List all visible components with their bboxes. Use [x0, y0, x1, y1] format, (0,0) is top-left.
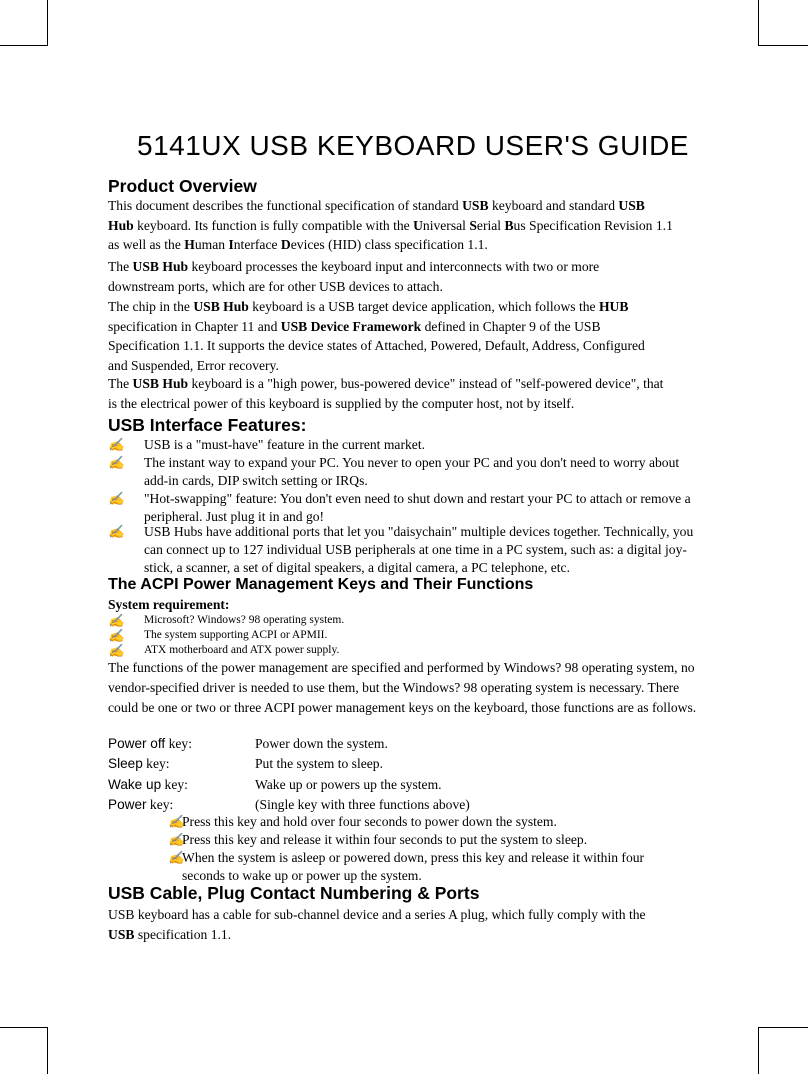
cable-paragraph: USB keyboard has a cable for sub-channel device and a series A plug, which fully comply with the USB specification 1.1.: [108, 907, 646, 942]
list-item: ✍ USB is a "must-have" feature in the current market.: [108, 437, 425, 452]
pen-bullet-icon: ✍: [108, 455, 125, 470]
section-heading-overview: Product Overview: [108, 176, 257, 196]
list-item: ✍ Microsoft? Windows? 98 operating system.: [108, 613, 345, 628]
overview-paragraph-2: The USB Hub keyboard processes the keyboard input and interconnects with two or more downstream ports, which are for other USB devices to attach.: [108, 259, 600, 294]
list-item: ✍ "Hot-swapping" feature: You don't even need to shut down and restart your PC to attach or remove a peripheral. Just plug it in and go!: [108, 491, 691, 524]
overview-paragraph-3: The chip in the USB Hub keyboard is a USB target device application, which follows the HUB specification in Chapter 11 and USB Device Framework defined in Chapter 9 of the USB Specification 1.1. It supports the device states of Attached, Powered, Default, Address, Configured and Suspended, Error recovery.: [108, 299, 645, 373]
section-heading-usb-cable: USB Cable, Plug Contact Numbering & Ports: [108, 883, 480, 903]
key-row-power: Power key: (Single key with three functions above): [108, 797, 470, 812]
list-item: ✍ Press this key and release it within four seconds to put the system to sleep.: [168, 832, 588, 847]
acpi-paragraph: The functions of the power management are specified and performed by Windows? 98 operating system, no vendor-specified driver is needed to use them, but the Windows? 98 operating system is necessary. There could be one or two or three ACPI power management keys on the keyboard, those functions are as follows.: [108, 660, 697, 715]
system-requirement-label: System requirement:: [108, 597, 230, 612]
pen-bullet-icon: ✍: [108, 643, 125, 658]
pen-bullet-icon: ✍: [168, 832, 185, 847]
key-row-power-off: Power off key: Power down the system.: [108, 736, 388, 751]
crop-mark: [758, 0, 759, 46]
pen-bullet-icon: ✍: [168, 814, 185, 829]
section-heading-usb-features: USB Interface Features:: [108, 415, 307, 435]
pen-bullet-icon: ✍: [108, 628, 125, 643]
pen-bullet-icon: ✍: [108, 437, 125, 452]
crop-mark: [47, 1027, 48, 1074]
crop-mark: [47, 0, 48, 46]
section-heading-acpi: The ACPI Power Management Keys and Their Functions: [108, 576, 534, 593]
page-title: 5141UX USB KEYBOARD USER'S GUIDE: [137, 130, 689, 161]
crop-mark: [758, 45, 808, 46]
pen-bullet-icon: ✍: [168, 850, 185, 865]
crop-mark: [758, 1027, 759, 1074]
key-row-sleep: Sleep key: Put the system to sleep.: [108, 756, 383, 771]
list-item: ✍ The instant way to expand your PC. You never to open your PC and you don't need to worry about add-in cards, DIP switch setting or IRQs.: [108, 455, 680, 488]
crop-mark: [758, 1027, 808, 1028]
crop-mark: [0, 45, 48, 46]
pen-bullet-icon: ✍: [108, 613, 125, 628]
list-item: ✍ The system supporting ACPI or APMII.: [108, 628, 328, 643]
crop-mark: [0, 1027, 48, 1028]
pen-bullet-icon: ✍: [108, 524, 125, 539]
pen-bullet-icon: ✍: [108, 491, 125, 506]
overview-paragraph-1: This document describes the functional specification of standard USB keyboard and standard USB Hub keyboard. Its function is fully compatible with the Universal Serial Bus Specification Revision 1.1 as well as the Human Interface Devices (HID) class specification 1.1.: [108, 198, 673, 252]
list-item: ✍ USB Hubs have additional ports that let you "daisychain" multiple devices together. Technically, you can connect up to 127 individual USB peripherals at one time in a PC system, such as: a digital joy-stick, a scanner, a set of digital speakers, a digital camera, a PC telephone, etc.: [108, 524, 694, 575]
key-row-wake-up: Wake up key: Wake up or powers up the system.: [108, 777, 442, 792]
overview-paragraph-4: The USB Hub keyboard is a "high power, bus-powered device" instead of "self-powered device", that is the electrical power of this keyboard is supplied by the computer host, not by itself.: [108, 376, 664, 411]
list-item: ✍ ATX motherboard and ATX power supply.: [108, 643, 340, 658]
list-item: ✍ Press this key and hold over four seconds to power down the system.: [168, 814, 557, 829]
list-item: ✍ When the system is asleep or powered down, press this key and release it within four seconds to wake up or power up the system.: [168, 850, 645, 883]
